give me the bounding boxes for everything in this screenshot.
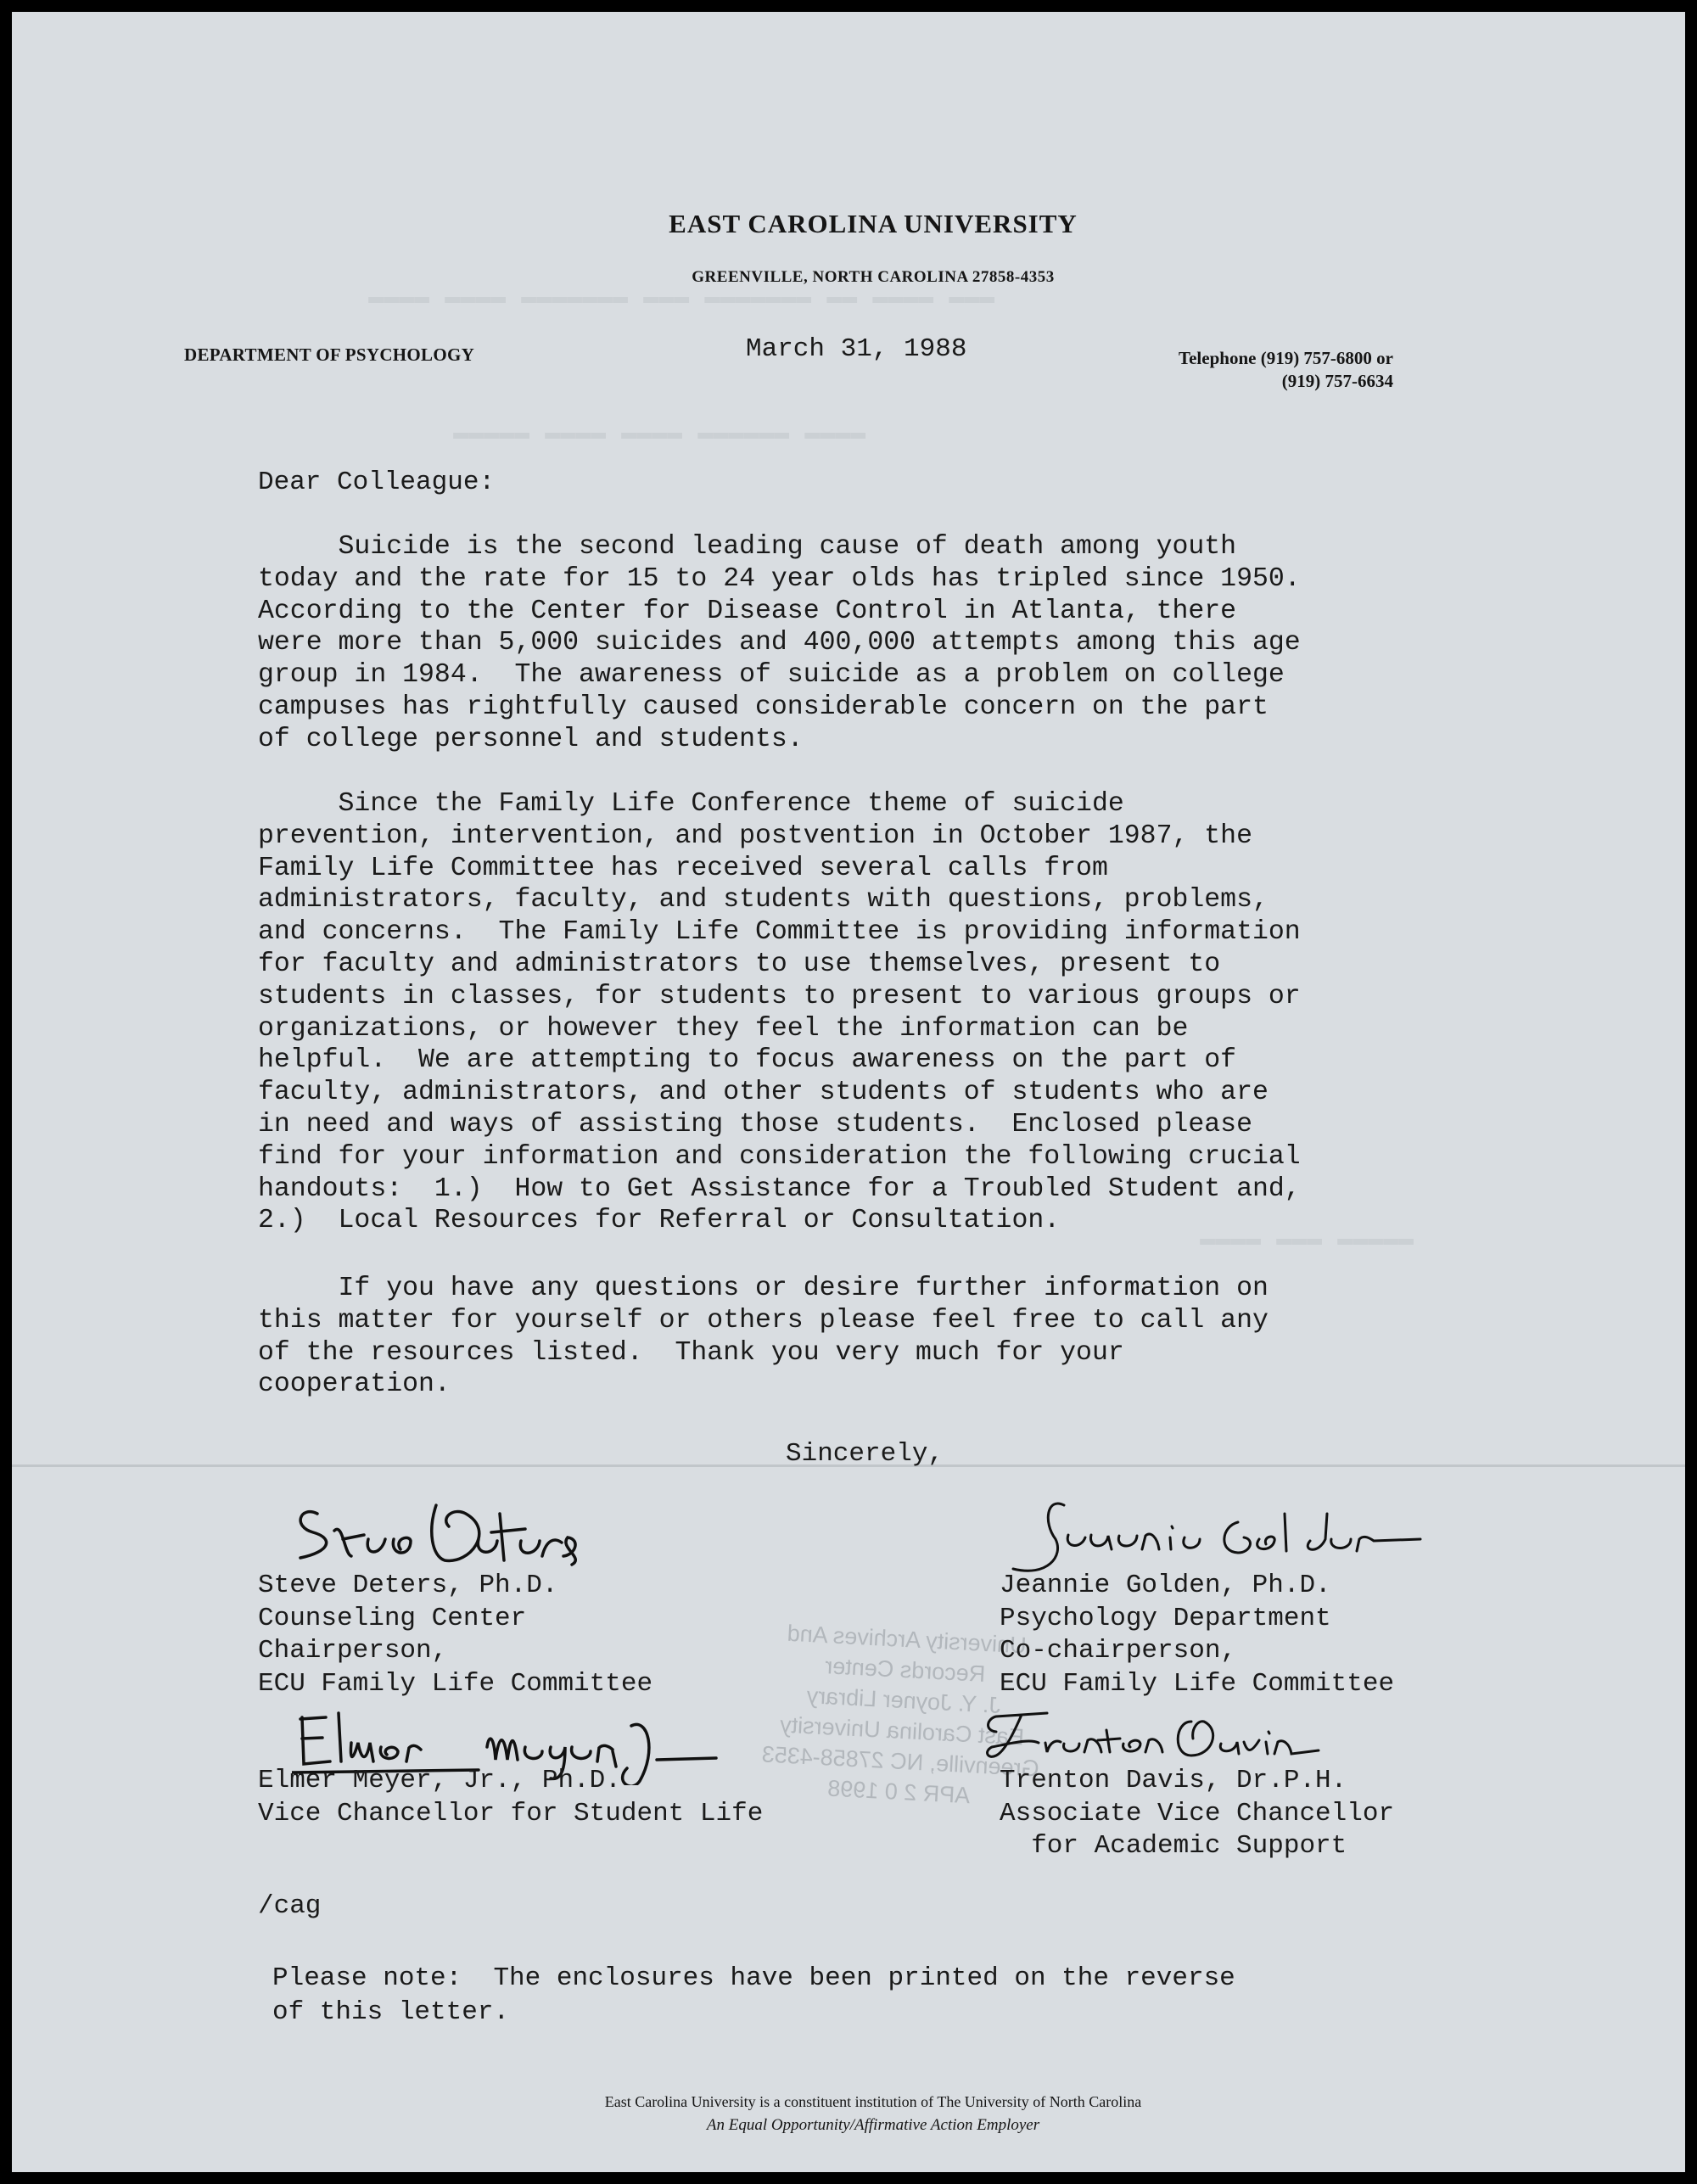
signatory-line: Co-chairperson,	[1000, 1636, 1237, 1666]
university-address: GREENVILLE, NORTH CAROLINA 27858-4353	[692, 268, 1055, 286]
telephone-line-1: Telephone (919) 757-6800 or	[1179, 348, 1393, 368]
body-paragraph-2: Since the Family Life Conference theme of suicide prevention, intervention, and postvention in October 1987, the Family Life Committee has received several calls from administrators, faculty, and students with questions, problems, and concerns. The Family Life Committee is providing information for faculty and administrators to use themselves, present to students in classes, for students to present to various groups or organizations, or however they feel the information can be helpful. We are attempting to focus awareness on the part of faculty, administrators, and other students of students who are in need and ways of assisting those students. Enclosed please find for your information and consideration the following crucial handouts: 1.) How to Get Assistance for a Troubled Student and, 2.) Local Resources for Referral or Consultation.	[258, 789, 1301, 1236]
signatory-line: ECU Family Life Committee	[1000, 1668, 1395, 1699]
body-paragraph-1: Suicide is the second leading cause of death among youth today and the rate for 15 to 24 year olds has tripled since 1950. According to the Center for Disease Control in Atlanta, there were more than 5,000 suicides and 400,000 attempts among this age group in 1984. The awareness of suicide as a problem on college campuses has rightfully caused considerable concern on the part of college personnel and students.	[258, 532, 1301, 754]
department-name: DEPARTMENT OF PSYCHOLOGY	[184, 344, 475, 365]
signatory-line: Psychology Department	[1000, 1603, 1331, 1633]
signatory-name: Steve Deters, Ph.D.	[258, 1571, 558, 1600]
stamp-line: APR 2 0 1998	[826, 1775, 972, 1809]
body-paragraph-3: If you have any questions or desire further information on this matter for yourself or others please feel free to call any of the resources listed. Thank you very much for your cooperation.	[258, 1274, 1269, 1400]
footer-eeo-line: An Equal Opportunity/Affirmative Action Employer	[706, 2116, 1040, 2134]
signatory-line: for Academic Support	[1000, 1831, 1347, 1861]
stamp-line: East Carolina University	[779, 1711, 1025, 1750]
stamp-line: J. Y. Joyner Library	[806, 1683, 1001, 1718]
signatory-block-deters	[258, 1570, 652, 1700]
signature-steve-deters	[283, 1480, 589, 1573]
signatory-line: Counseling Center	[258, 1603, 527, 1633]
enclosure-note: Please note: The enclosures have been printed on the reverse of this letter.	[272, 1963, 1235, 2027]
stamp-line: University Archives And Records Center	[787, 1620, 1028, 1688]
signatory-line: Chairperson,	[258, 1636, 448, 1666]
letter-date: March 31, 1988	[746, 334, 967, 364]
telephone-line-2: (919) 757-6634	[1281, 371, 1393, 391]
signatory-name: Trenton Davis, Dr.P.H.	[1000, 1766, 1347, 1795]
signatory-block-meyer	[258, 1765, 763, 1830]
signatory-name: Jeannie Golden, Ph.D.	[1000, 1571, 1331, 1600]
signatory-line: Associate Vice Chancellor	[1000, 1798, 1395, 1828]
letter-page	[12, 12, 1685, 2172]
typist-initials: /cag	[258, 1891, 322, 1921]
bleed-through-text: ▬▬▬▬▬ ▬▬▬ ▬▬▬▬	[1200, 1225, 1414, 1254]
signature-jeannie-golden	[996, 1488, 1471, 1582]
salutation: Dear Colleague:	[258, 468, 496, 497]
signatory-block-davis	[1000, 1765, 1394, 1863]
stamp-line: Greenville, NC 27858-4353	[761, 1741, 1040, 1782]
bleed-through-text: ▬▬▬▬ ▬▬▬▬▬▬ ▬▬▬▬ ▬▬▬▬ ▬▬▬▬▬	[453, 419, 866, 448]
signatory-line: ECU Family Life Committee	[258, 1668, 653, 1699]
footer-institution-line: East Carolina University is a constituent institution of The University of North Carolina	[604, 2093, 1142, 2110]
signatory-line: Vice Chancellor for Student Life	[258, 1798, 764, 1828]
signatory-block-golden	[1000, 1570, 1394, 1700]
closing: Sincerely,	[786, 1439, 944, 1469]
signature-trenton-davis	[979, 1696, 1353, 1772]
bleed-through-text: ▬▬▬ ▬▬▬▬ ▬▬ ▬▬▬▬▬▬▬ ▬▬▬ ▬▬▬▬▬▬▬ ▬▬▬▬ ▬▬▬▬	[368, 283, 995, 312]
signatory-name: Elmer Meyer, Jr., Ph.D.	[258, 1766, 621, 1795]
university-name: EAST CAROLINA UNIVERSITY	[669, 209, 1078, 238]
